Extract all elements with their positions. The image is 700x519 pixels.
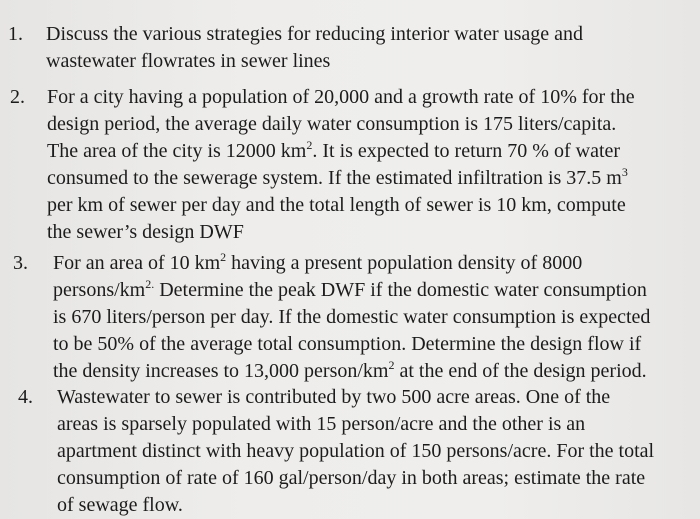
question-text: [47, 84, 635, 246]
text-line: the sewer’s design DWF: [47, 221, 244, 243]
question-text: [46, 21, 583, 75]
text-line: of sewage flow.: [57, 494, 183, 516]
text-segment: For an area of 10 km: [53, 252, 221, 274]
question-text: [57, 384, 654, 519]
text-line: per km of sewer per day and the total length of sewer is 10 km, compute: [47, 194, 626, 216]
superscript: 2.: [145, 277, 155, 291]
question-number: 1.: [8, 23, 23, 45]
text-line: [53, 250, 650, 277]
text-line: is 670 liters/person per day. If the domestic water consumption is expected: [53, 306, 651, 328]
text-line: Wastewater to sewer is contributed by two 500 acre areas. One of the: [57, 386, 611, 408]
question-number: 4.: [18, 386, 33, 408]
text-line: to be 50% of the average total consumption. Determine the design flow if: [53, 333, 642, 355]
superscript: 2: [388, 358, 395, 372]
question-number: 3.: [13, 252, 28, 274]
superscript: 2: [220, 250, 227, 264]
text-line: [53, 277, 650, 304]
text-segment: consumed to the sewerage system. If the estimated infiltration is 37.5 m: [47, 167, 622, 189]
text-segment: persons/km: [53, 279, 146, 301]
text-line: For a city having a population of 20,000 and a growth rate of 10% for the: [47, 86, 635, 108]
text-line: design period, the average daily water consumption is 175 liters/capita.: [47, 113, 617, 135]
text-line: apartment distinct with heavy population of 150 persons/acre. For the total: [57, 440, 655, 462]
superscript: 3: [621, 165, 628, 179]
text-line: [47, 138, 635, 165]
text-line: [47, 165, 635, 192]
superscript: 2: [306, 138, 313, 152]
text-segment: Determine the peak DWF if the domestic water consumption: [154, 279, 647, 301]
question-text: [53, 250, 650, 385]
text-segment: having a present population density of 8000: [226, 252, 583, 274]
text-line: [53, 358, 650, 385]
text-segment: The area of the city is 12000 km: [47, 140, 307, 162]
text-line: areas is sparsely populated with 15 person/acre and the other is an: [57, 413, 586, 435]
text-segment: the density increases to 13,000 person/km: [53, 360, 389, 382]
text-line: Discuss the various strategies for reducing interior water usage and: [46, 23, 584, 45]
text-line: wastewater flowrates in sewer lines: [46, 50, 331, 72]
question-number: 2.: [10, 86, 25, 108]
text-segment: at the end of the design period.: [394, 360, 647, 382]
text-line: consumption of rate of 160 gal/person/day in both areas; estimate the rate: [57, 467, 646, 489]
text-segment: . It is expected to return 70 % of water: [312, 140, 621, 162]
